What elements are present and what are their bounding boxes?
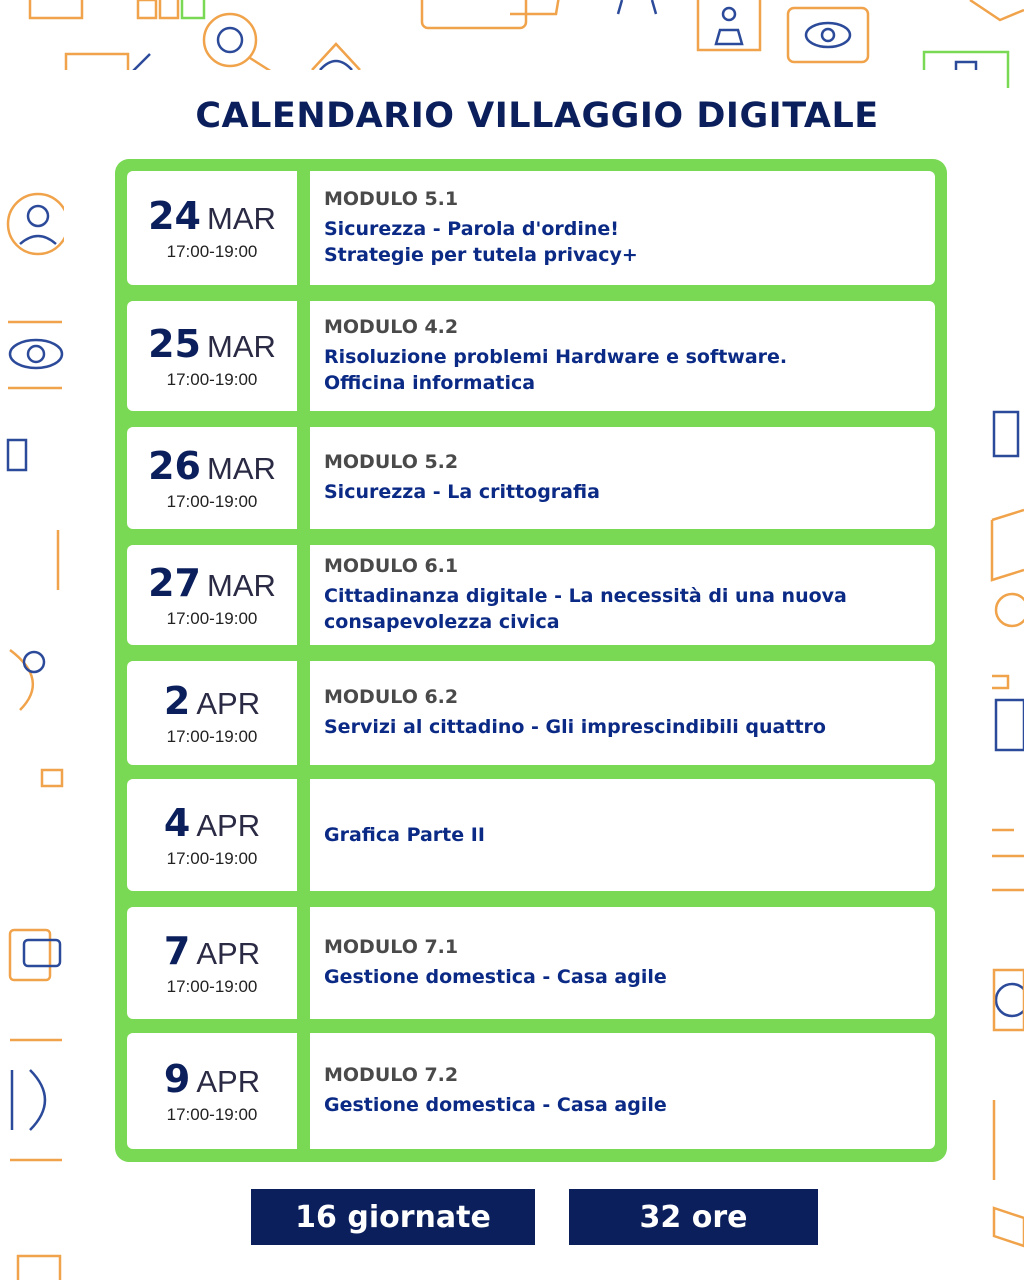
profile-icon — [8, 194, 68, 254]
info-cell — [310, 661, 935, 765]
date-cell — [127, 427, 297, 529]
event-month: APR — [196, 1064, 261, 1099]
event-description: Risoluzione problemi Hardware e software. — [324, 346, 788, 368]
module-label: MODULO 6.1 — [324, 555, 459, 577]
event-time: 17:00-19:00 — [166, 727, 258, 746]
eye-screen-icon — [788, 8, 868, 62]
event-month: MAR — [207, 201, 276, 236]
event-time: 17:00-19:00 — [166, 609, 258, 628]
event-description: Gestione domestica - Casa agile — [324, 966, 667, 988]
module-label: MODULO 7.1 — [324, 936, 459, 958]
event-day: 2 — [163, 679, 191, 723]
date-cell — [127, 171, 297, 285]
event-day: 24 — [148, 194, 201, 238]
module-label: MODULO 5.1 — [324, 188, 459, 210]
event-description: Sicurezza - Parola d'ordine! — [324, 218, 619, 240]
calendar-row — [127, 171, 935, 285]
calendar-table — [115, 159, 947, 1162]
event-day: 25 — [148, 322, 201, 366]
gear-icon — [10, 650, 33, 710]
chart-icon — [138, 0, 156, 18]
calendar-row — [127, 779, 935, 891]
info-cell — [310, 545, 935, 645]
event-description: Officina informatica — [324, 372, 536, 394]
calendar-row — [127, 907, 935, 1019]
page-title: CALENDARIO VILLAGGIO DIGITALE — [195, 96, 879, 136]
event-description: Grafica Parte II — [324, 824, 485, 846]
event-description: consapevolezza civica — [324, 611, 560, 633]
event-day: 4 — [163, 801, 191, 845]
event-description: Sicurezza - La crittografia — [324, 481, 600, 503]
calendar-row — [127, 427, 935, 529]
event-month: APR — [196, 936, 261, 971]
event-month: APR — [196, 686, 261, 721]
date-cell — [127, 545, 297, 645]
document-icon — [994, 412, 1018, 456]
ad-phone-icon — [10, 930, 50, 980]
event-month: MAR — [207, 451, 276, 486]
module-label: MODULO 7.2 — [324, 1064, 459, 1086]
event-time: 17:00-19:00 — [166, 492, 258, 511]
info-cell — [310, 907, 935, 1019]
event-day: 7 — [163, 929, 191, 973]
event-time: 17:00-19:00 — [166, 370, 258, 389]
hours-badge: 32 ore — [569, 1189, 818, 1245]
info-cell — [310, 171, 935, 285]
event-time: 17:00-19:00 — [166, 1105, 258, 1124]
ad-letters-icon — [12, 1070, 45, 1130]
calendar-row — [127, 545, 935, 645]
laptop-icon — [30, 0, 82, 18]
date-cell — [127, 301, 297, 411]
scroll-icon — [66, 54, 128, 70]
event-description: Servizi al cittadino - Gli imprescindibili quattro — [324, 716, 826, 738]
event-day: 27 — [148, 561, 201, 605]
event-time: 17:00-19:00 — [166, 849, 258, 868]
calendar-row — [127, 661, 935, 765]
module-label: MODULO 6.2 — [324, 686, 459, 708]
event-time: 17:00-19:00 — [166, 977, 258, 996]
event-description: Cittadinanza digitale - La necessità di una nuova — [324, 585, 847, 607]
event-description: Strategie per tutela privacy+ — [324, 244, 638, 266]
magnifier-gear-icon — [204, 14, 256, 66]
ad-frame-icon — [312, 44, 360, 70]
event-month: MAR — [207, 568, 276, 603]
event-description: Gestione domestica - Casa agile — [324, 1094, 667, 1116]
date-cell — [127, 779, 297, 891]
date-cell — [127, 907, 297, 1019]
calendar-row — [127, 1033, 935, 1149]
info-cell — [310, 427, 935, 529]
event-day: 9 — [163, 1057, 191, 1101]
calendar-row — [127, 301, 935, 411]
event-month: MAR — [207, 329, 276, 364]
event-time: 17:00-19:00 — [166, 242, 258, 261]
eye-icon — [10, 340, 62, 368]
module-label: MODULO 5.2 — [324, 451, 459, 473]
days-badge: 16 giornate — [251, 1189, 535, 1245]
info-cell — [310, 301, 935, 411]
event-month: APR — [196, 808, 261, 843]
date-cell — [127, 661, 297, 765]
info-cell — [310, 779, 935, 891]
module-label: MODULO 4.2 — [324, 316, 459, 338]
date-cell — [127, 1033, 297, 1149]
info-cell — [310, 1033, 935, 1149]
event-day: 26 — [148, 444, 201, 488]
